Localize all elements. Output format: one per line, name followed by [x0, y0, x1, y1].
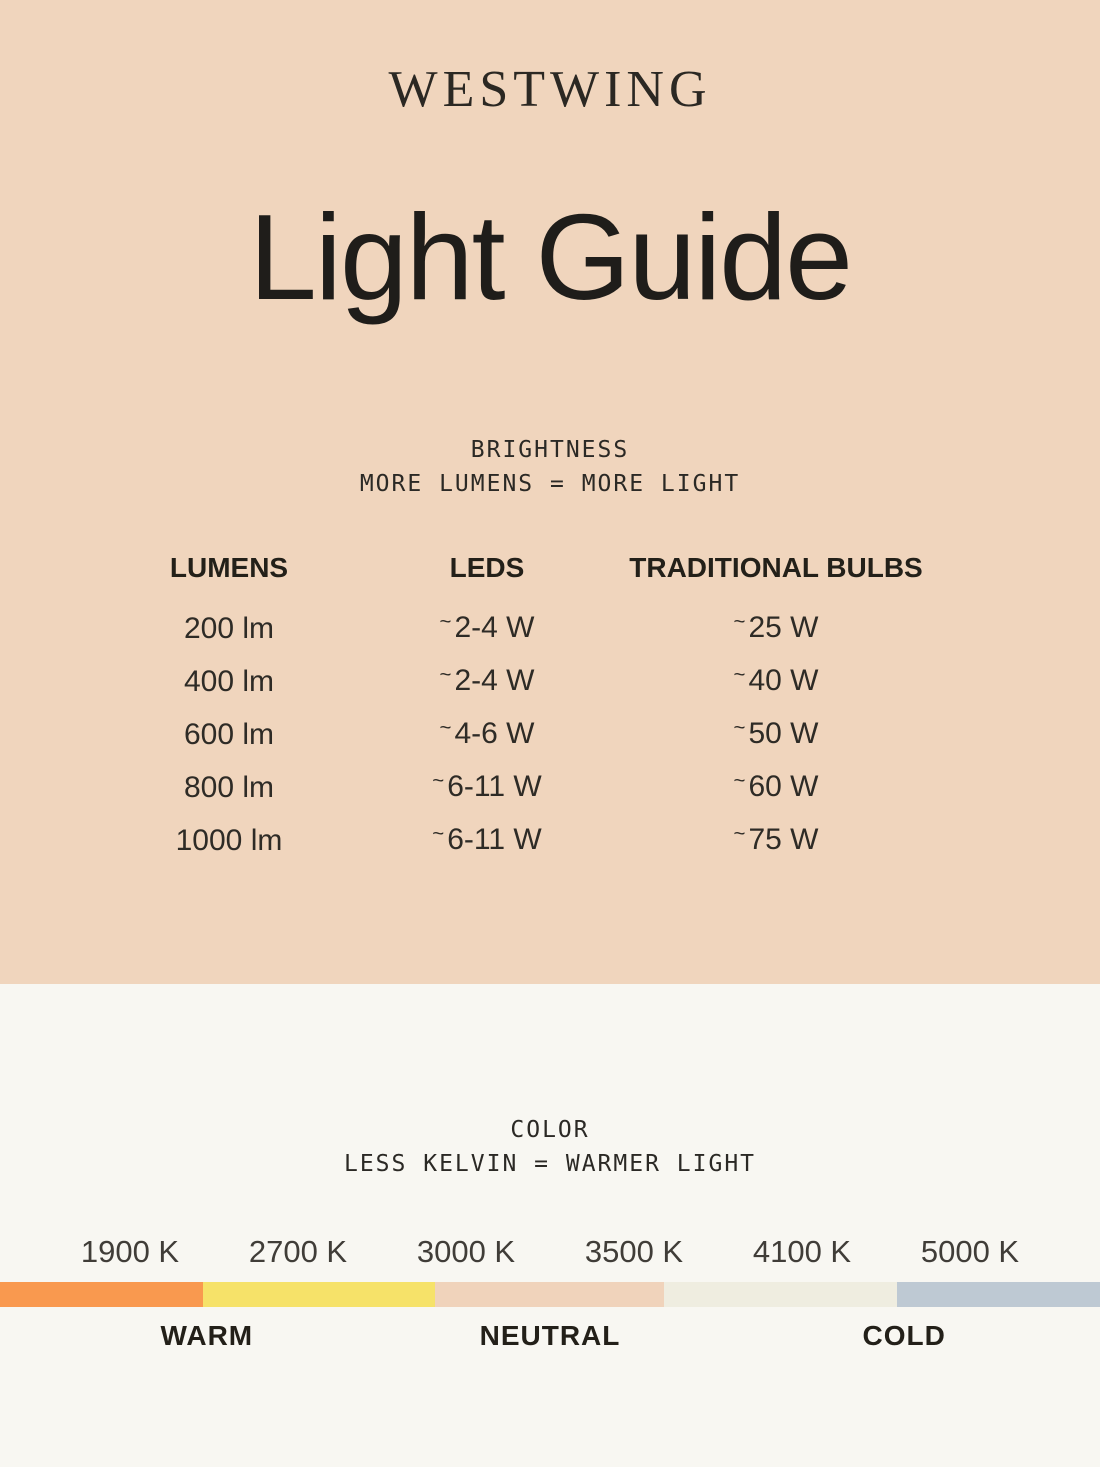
kelvin-label: 4100 K: [752, 1234, 852, 1269]
traditional-value: [616, 664, 936, 698]
approx-symbol: ~: [432, 823, 445, 846]
temperature-label-warm: WARM: [160, 1320, 254, 1351]
traditional-value: [616, 611, 936, 645]
temperature-label-neutral: NEUTRAL: [479, 1320, 621, 1351]
lumens-value: 1000 lm: [175, 823, 283, 857]
approx-symbol: ~: [733, 664, 746, 687]
kelvin-label: 3500 K: [584, 1234, 684, 1269]
table-row: [0, 761, 1100, 814]
leds-value: [358, 823, 616, 857]
kelvin-scale-labels: [0, 1234, 1100, 1270]
approx-symbol: ~: [733, 611, 746, 634]
brightness-heading: BRIGHTNESS: [470, 437, 630, 463]
temperature-label-cold: COLD: [862, 1320, 946, 1351]
color-header: [0, 1113, 1100, 1181]
traditional-wattage: 60 W: [748, 770, 819, 804]
page-title: Light Guide: [249, 189, 851, 325]
lumens-table: [0, 545, 1100, 867]
lumens-value: 400 lm: [183, 664, 275, 698]
traditional-value: [616, 770, 936, 804]
table-header-row: [0, 545, 1100, 590]
leds-value: [358, 664, 616, 698]
temperature-labels: [0, 1320, 1100, 1360]
brightness-header: [0, 433, 1100, 501]
approx-symbol: ~: [733, 770, 746, 793]
leds-wattage: 4-6 W: [454, 717, 535, 751]
approx-symbol: ~: [733, 717, 746, 740]
approx-symbol: ~: [439, 717, 452, 740]
column-header-leds: LEDS: [449, 551, 525, 583]
leds-value: [358, 770, 616, 804]
kelvin-label: 1900 K: [80, 1234, 180, 1269]
leds-wattage: 2-4 W: [454, 664, 535, 698]
leds-value: [358, 611, 616, 645]
color-subheading: LESS KELVIN = WARMER LIGHT: [343, 1151, 757, 1177]
table-row: [0, 602, 1100, 655]
column-header-traditional-bulbs: TRADITIONAL BULBS: [629, 551, 923, 583]
traditional-wattage: 50 W: [748, 717, 819, 751]
scale-segment-cold-blue: [897, 1282, 1100, 1307]
leds-value: [358, 717, 616, 751]
leds-wattage: 6-11 W: [447, 823, 542, 857]
brand-logo: WESTWING: [388, 61, 712, 118]
approx-symbol: ~: [439, 664, 452, 687]
scale-segment-warm-yellow: [203, 1282, 435, 1307]
brightness-subheading: MORE LUMENS = MORE LIGHT: [359, 471, 741, 497]
kelvin-label: 2700 K: [248, 1234, 348, 1269]
traditional-value: [616, 823, 936, 857]
table-row: [0, 814, 1100, 867]
kelvin-label: 3000 K: [416, 1234, 516, 1269]
traditional-wattage: 25 W: [748, 611, 819, 645]
column-header-lumens: LUMENS: [169, 551, 289, 583]
lumens-value: 200 lm: [183, 611, 275, 645]
leds-wattage: 6-11 W: [447, 770, 542, 804]
color-section: [0, 984, 1100, 1467]
scale-segment-neutral-peach: [435, 1282, 664, 1307]
scale-segment-warm-orange: [0, 1282, 203, 1307]
leds-wattage: 2-4 W: [454, 611, 535, 645]
color-temperature-scale-bar: [0, 1282, 1100, 1307]
scale-segment-neutral-cream: [664, 1282, 897, 1307]
traditional-wattage: 40 W: [748, 664, 819, 698]
lumens-value: 800 lm: [183, 770, 275, 804]
traditional-wattage: 75 W: [748, 823, 819, 857]
color-heading: COLOR: [510, 1117, 590, 1143]
traditional-value: [616, 717, 936, 751]
table-row: [0, 708, 1100, 761]
approx-symbol: ~: [439, 611, 452, 634]
lumens-value: 600 lm: [183, 717, 275, 751]
approx-symbol: ~: [733, 823, 746, 846]
approx-symbol: ~: [432, 770, 445, 793]
kelvin-label: 5000 K: [920, 1234, 1020, 1269]
table-row: [0, 655, 1100, 708]
